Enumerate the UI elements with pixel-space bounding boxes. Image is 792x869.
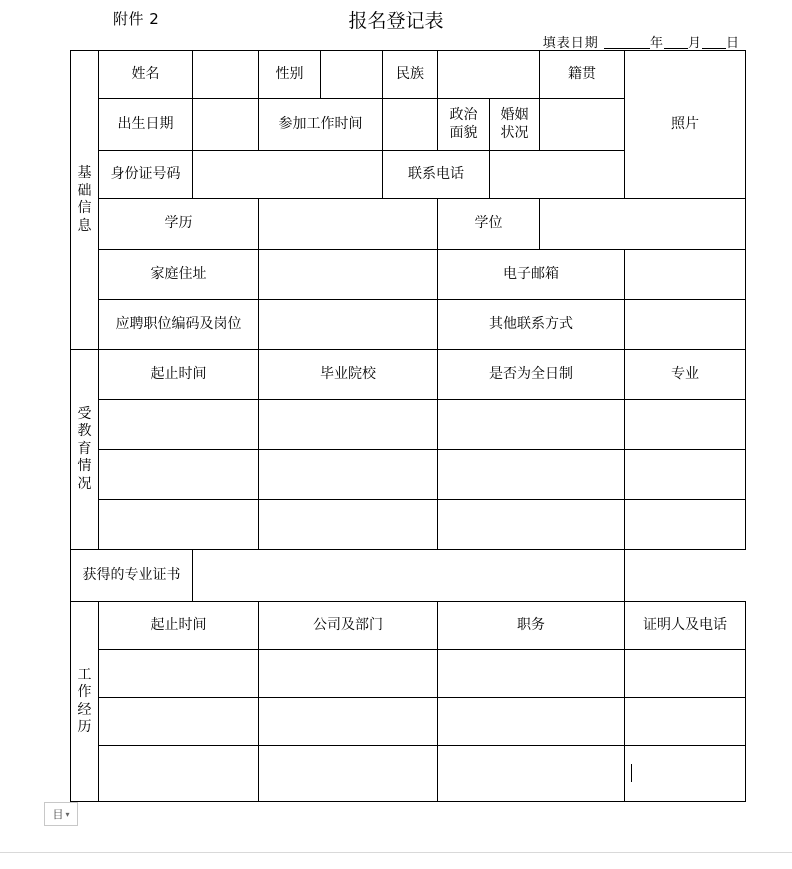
value-other-contact[interactable] [625, 300, 746, 350]
section-work-experience: 工作经历 [71, 602, 99, 802]
value-applied-position[interactable] [259, 300, 438, 350]
label-certificates: 获得的专业证书 [71, 550, 193, 602]
value-education-level[interactable] [259, 199, 438, 250]
label-applied-position: 应聘职位编码及岗位 [99, 300, 259, 350]
label-company-dept: 公司及部门 [259, 602, 438, 650]
value-major[interactable] [625, 450, 746, 500]
value-work-period[interactable] [99, 650, 259, 698]
section-education: 受教育情况 [71, 350, 99, 550]
value-school[interactable] [259, 450, 438, 500]
education-row [71, 450, 746, 500]
value-gender[interactable] [321, 51, 383, 99]
attachment-label: 附件 2 [113, 10, 160, 28]
fill-date-label: 填表日期 [542, 36, 599, 51]
value-full-time[interactable] [438, 400, 625, 450]
month-label: 月 [687, 36, 702, 51]
value-id-number[interactable] [193, 151, 383, 199]
value-company-dept[interactable] [259, 698, 438, 746]
value-major[interactable] [625, 500, 746, 550]
value-marital-status[interactable] [540, 99, 625, 151]
value-major[interactable] [625, 400, 746, 450]
label-marital-line1: 婚姻 [500, 107, 529, 123]
value-company-dept[interactable] [259, 650, 438, 698]
label-name: 姓名 [99, 51, 193, 99]
label-political-status [438, 99, 490, 151]
value-full-time[interactable] [438, 450, 625, 500]
label-degree: 学位 [438, 199, 540, 250]
value-birth-date[interactable] [193, 99, 259, 151]
work-row [71, 698, 746, 746]
label-political-line2: 面貌 [449, 124, 478, 141]
value-phone[interactable] [490, 151, 625, 199]
label-other-contact: 其他联系方式 [438, 300, 625, 350]
value-full-time[interactable] [438, 500, 625, 550]
label-full-time: 是否为全日制 [438, 350, 625, 400]
value-position[interactable] [438, 698, 625, 746]
value-name[interactable] [193, 51, 259, 99]
value-reference[interactable] [625, 650, 746, 698]
value-reference[interactable] [625, 746, 746, 802]
value-edu-period[interactable] [99, 400, 259, 450]
date-year-blank [604, 35, 650, 49]
label-id-number: 身份证号码 [99, 151, 193, 199]
label-work-start: 参加工作时间 [259, 99, 383, 151]
label-marital-status [490, 99, 540, 151]
label-native-place: 籍贯 [540, 51, 625, 99]
label-edu-period: 起止时间 [99, 350, 259, 400]
label-work-period: 起止时间 [99, 602, 259, 650]
value-school[interactable] [259, 400, 438, 450]
label-email: 电子邮箱 [438, 250, 625, 300]
education-row [71, 500, 746, 550]
value-work-period[interactable] [99, 746, 259, 802]
fill-date-line [543, 32, 740, 51]
year-label: 年 [649, 36, 664, 51]
value-position[interactable] [438, 650, 625, 698]
work-row [71, 650, 746, 698]
label-major: 专业 [625, 350, 746, 400]
value-ethnicity[interactable] [438, 51, 540, 99]
value-position[interactable] [438, 746, 625, 802]
value-company-dept[interactable] [259, 746, 438, 802]
photo-placeholder[interactable]: 照片 [625, 51, 746, 199]
value-work-period[interactable] [99, 698, 259, 746]
value-home-address[interactable] [259, 250, 438, 300]
value-reference[interactable] [625, 698, 746, 746]
value-edu-period[interactable] [99, 500, 259, 550]
value-school[interactable] [259, 500, 438, 550]
work-row [71, 746, 746, 802]
label-position: 职务 [438, 602, 625, 650]
label-gender: 性别 [259, 51, 321, 99]
label-political-line1: 政治 [449, 107, 478, 123]
page-footer-divider [0, 852, 792, 853]
label-home-address: 家庭住址 [99, 250, 259, 300]
date-day-blank [702, 35, 726, 49]
text-cursor [631, 764, 632, 782]
page-title: 报名登记表 [348, 10, 444, 32]
value-degree[interactable] [540, 199, 746, 250]
value-work-start[interactable] [383, 99, 438, 151]
day-label: 日 [725, 36, 740, 51]
label-ethnicity: 民族 [383, 51, 438, 99]
registration-form-table [70, 50, 746, 802]
label-phone: 联系电话 [383, 151, 490, 199]
label-marital-line2: 状况 [500, 124, 529, 141]
label-education-level: 学历 [99, 199, 259, 250]
value-edu-period[interactable] [99, 450, 259, 500]
education-row [71, 400, 746, 450]
chevron-down-icon[interactable]: ▾ [65, 809, 70, 819]
label-birth-date: 出生日期 [99, 99, 193, 151]
value-certificates[interactable] [193, 550, 625, 602]
label-reference: 证明人及电话 [625, 602, 746, 650]
date-month-blank [664, 35, 688, 49]
value-email[interactable] [625, 250, 746, 300]
section-basic-info: 基础信息 [71, 51, 99, 350]
paste-options-badge[interactable] [44, 802, 78, 826]
label-school: 毕业院校 [259, 350, 438, 400]
clipboard-icon: 目 [52, 809, 64, 821]
